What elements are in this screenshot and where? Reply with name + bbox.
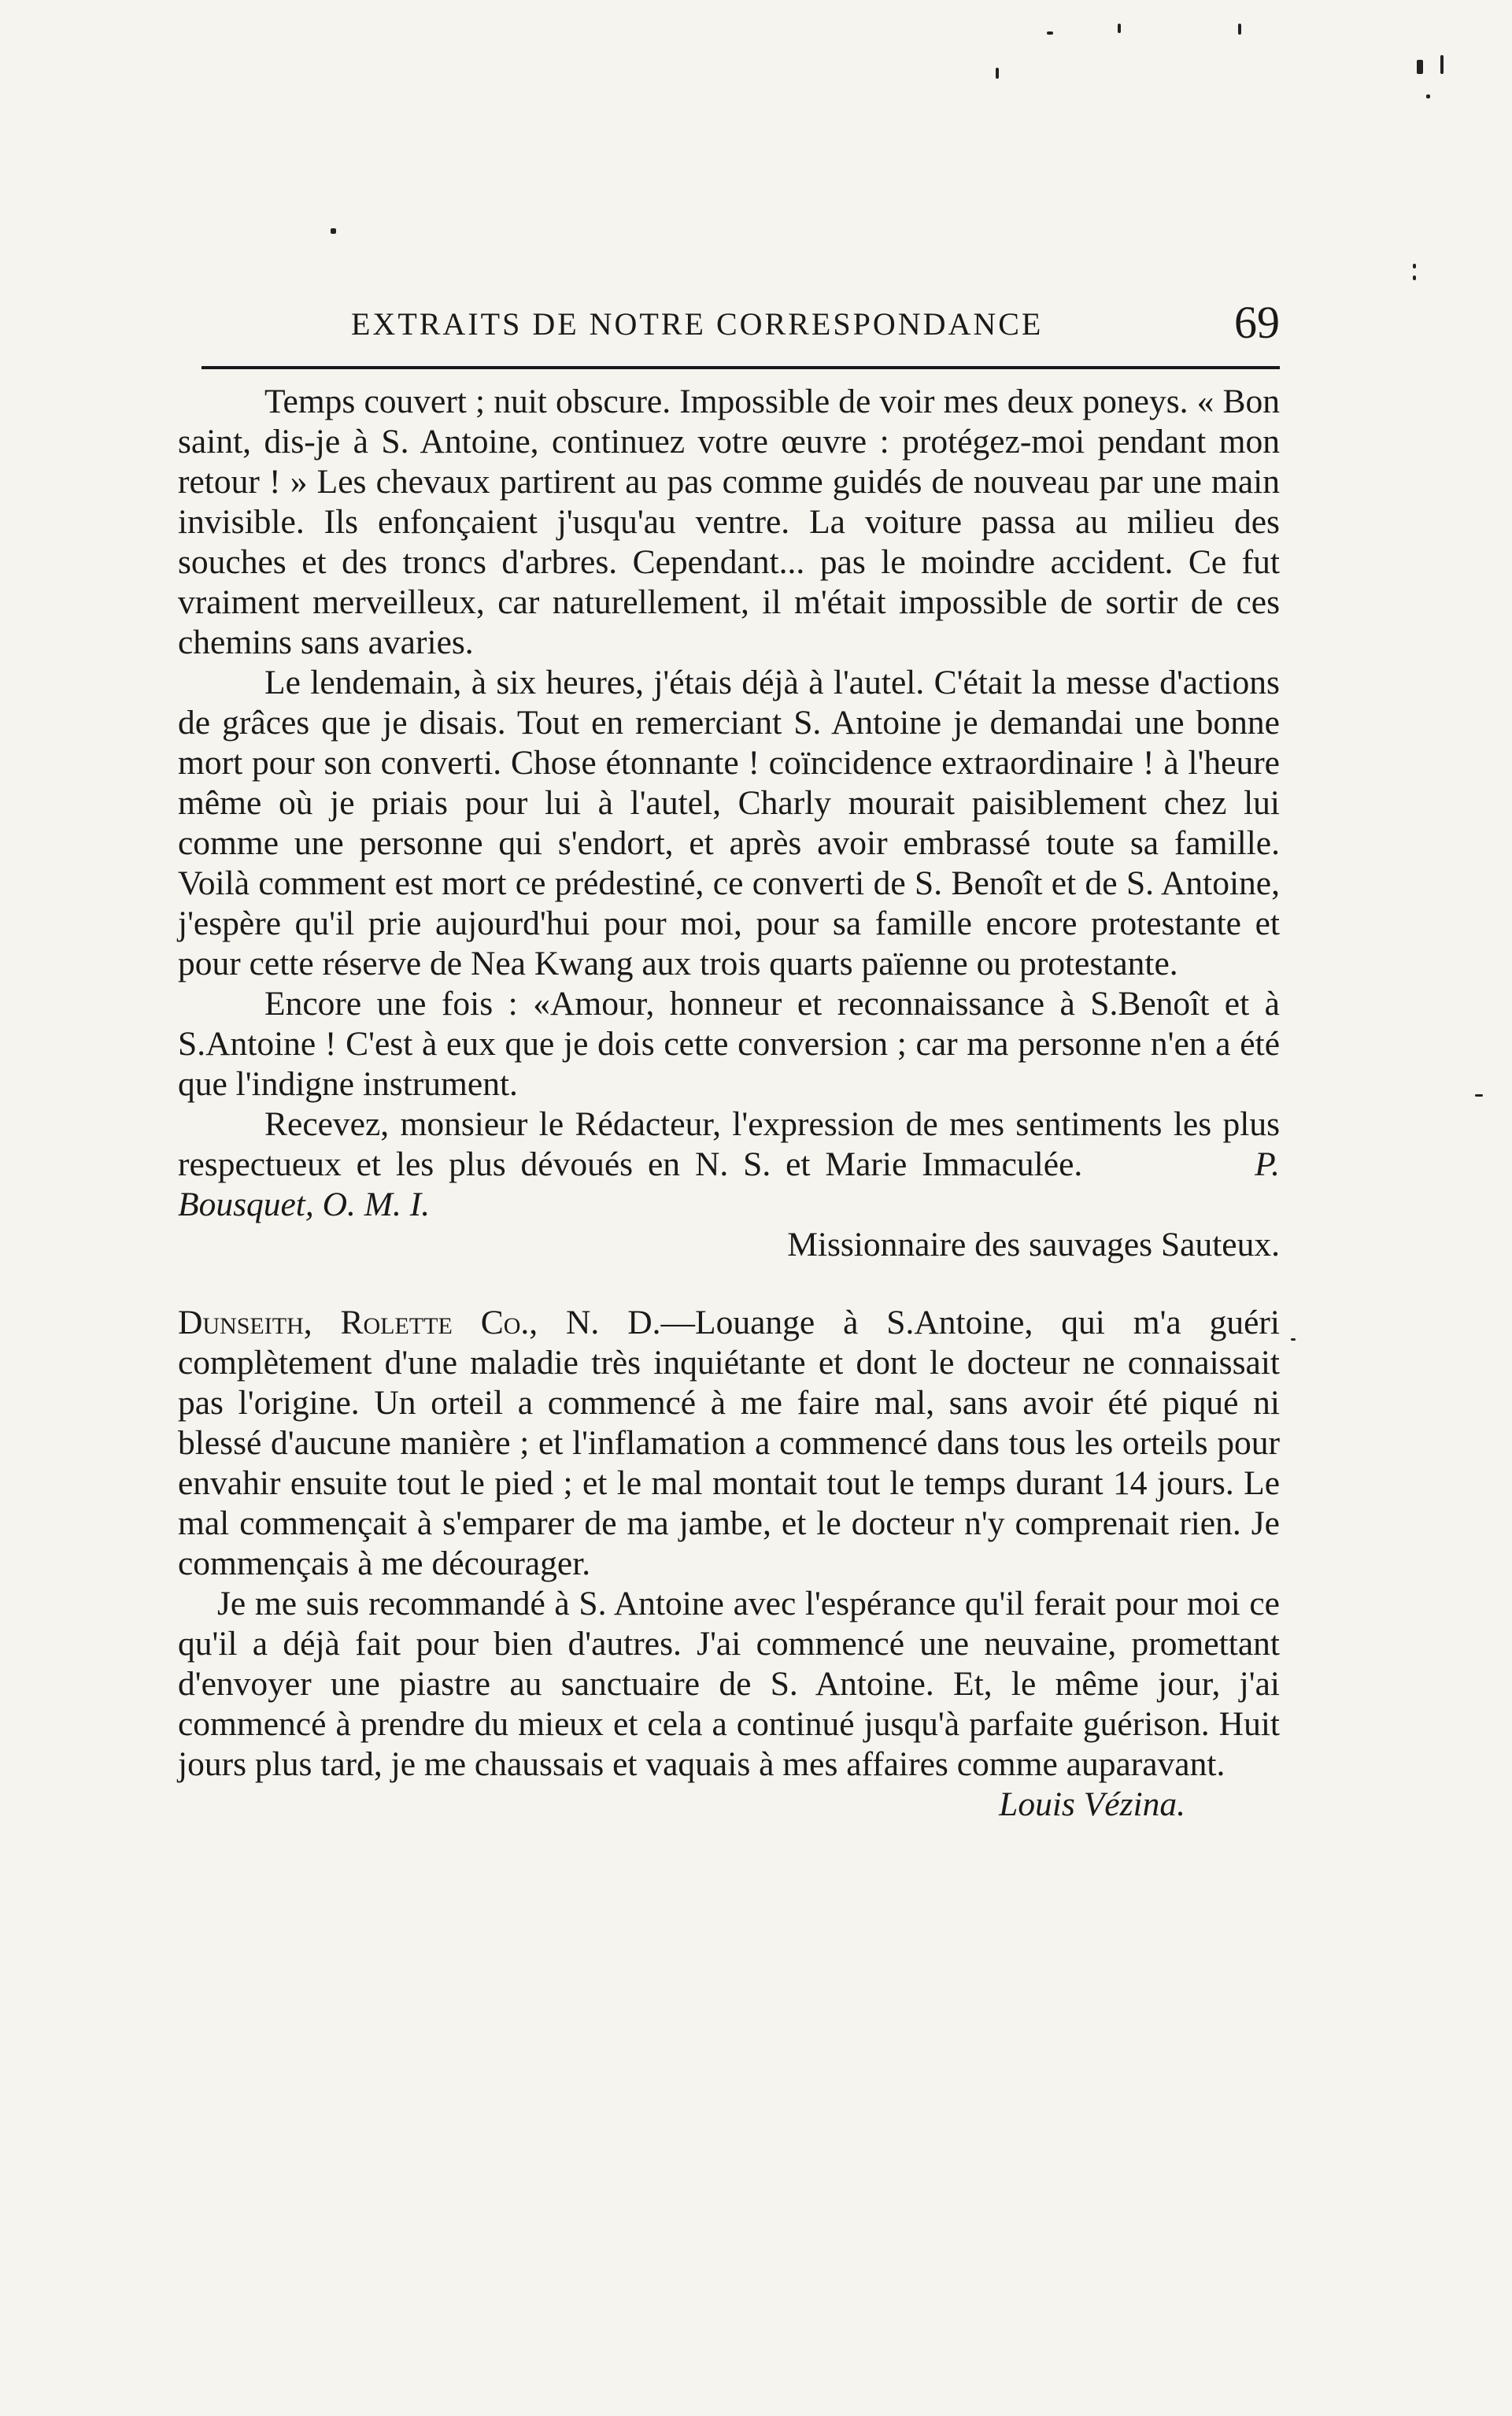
letter2-signature: Louis Vézina. — [999, 1785, 1185, 1823]
letter1-signature: P. Bousquet, O. M. I. — [178, 1145, 1280, 1223]
letter1-paragraph-4 — [178, 1104, 1280, 1225]
letter1-paragraph-2: Le lendemain, à six heures, j'étais déjà à l'autel. C'était la messe d'actions de grâces que je disais. Tout en remerciant S. Antoine je demandai une bonne mort pour son converti. Chose étonnante ! coïncidence extraordinaire ! à l'heure même où je priais pour lui à l'autel, Charly mourait paisiblement chez lui comme une personne qui s'endort, et après avoir embrassé toute sa famille. Voilà comment est mort ce prédestiné, ce converti de S. Benoît et de S. Antoine, j'espère qu'il prie aujourd'hui pour moi, pour sa famille encore protestante et pour cette réserve de Nea Kwang aux trois quarts païenne ou protestante. — [178, 664, 1280, 982]
letter2-paragraph-1 — [178, 1303, 1280, 1584]
letter-separator — [178, 1265, 1280, 1303]
letter1-signature-role: Missionnaire des sauvages Sauteux. — [787, 1226, 1280, 1263]
running-head: EXTRAITS DE NOTRE CORRESPONDANCE — [351, 306, 1044, 342]
letter1-paragraph-3: Encore une fois : «Amour, honneur et reconnaissance à S.Benoît et à S.Antoine ! C'est à eux que je dois cette conversion ; car ma personne n'en a été que l'indigne instrument. — [178, 985, 1280, 1103]
header-rule — [201, 366, 1280, 369]
page-number: 69 — [1234, 297, 1280, 348]
body-text — [178, 382, 1280, 1825]
letter2-opening: —Louange à S.Antoine, qui m'a guéri complètement d'une maladie très inquiétante et dont le docteur ne connaissait pas l'origine. Un orteil a commencé à me faire mal, sans avoir été piqué ni blessé d'aucune manière ; et l'inflamation a commencé dans tous les orteils pour envahir ensuite tout le pied ; et le mal montait tout le temps durant 14 jours. Le mal commençait à s'emparer de ma jambe, et le docteur n'y comprenait rien. Je commençais à me décourager. — [178, 1304, 1280, 1582]
letter1-closing: Recevez, monsieur le Rédacteur, l'expression de mes sentiments les plus respectueux et les plus dévoués en N. S. et Marie Immaculée. — [178, 1105, 1280, 1183]
letter1-paragraph-1: Temps couvert ; nuit obscure. Impossible de voir mes deux poneys. « Bon saint, dis-je à S. Antoine, continuez votre œuvre : protégez-moi pendant mon retour ! » Les chevaux partirent au pas comme guidés de nouveau par une main invisible. Ils enfonçaient j'usqu'au ventre. La voiture passa au milieu des souches et des troncs d'arbres. Cependant... pas le moindre accident. Ce fut vraiment merveilleux, car naturellement, il m'était impossible de sortir de ces chemins sans avaries. — [178, 383, 1280, 661]
letter2-place: Dunseith, Rolette Co., N. D. — [178, 1304, 661, 1341]
page-header — [178, 299, 1280, 354]
letter2-paragraph-2 — [178, 1584, 1280, 1823]
letter2-body: Je me suis recommandé à S. Antoine avec l'espérance qu'il ferait pour moi ce qu'il a déjà fait pour bien d'autres. J'ai commencé une neuvaine, promettant d'envoyer une piastre au sanctuaire de S. Antoine. Et, le même jour, j'ai commencé à prendre du mieux et cela a continué jusqu'à parfaite guérison. Huit jours plus tard, je me chaussais et vaquais à mes affaires comme auparavant. — [178, 1585, 1280, 1783]
book-page — [178, 297, 1280, 1823]
